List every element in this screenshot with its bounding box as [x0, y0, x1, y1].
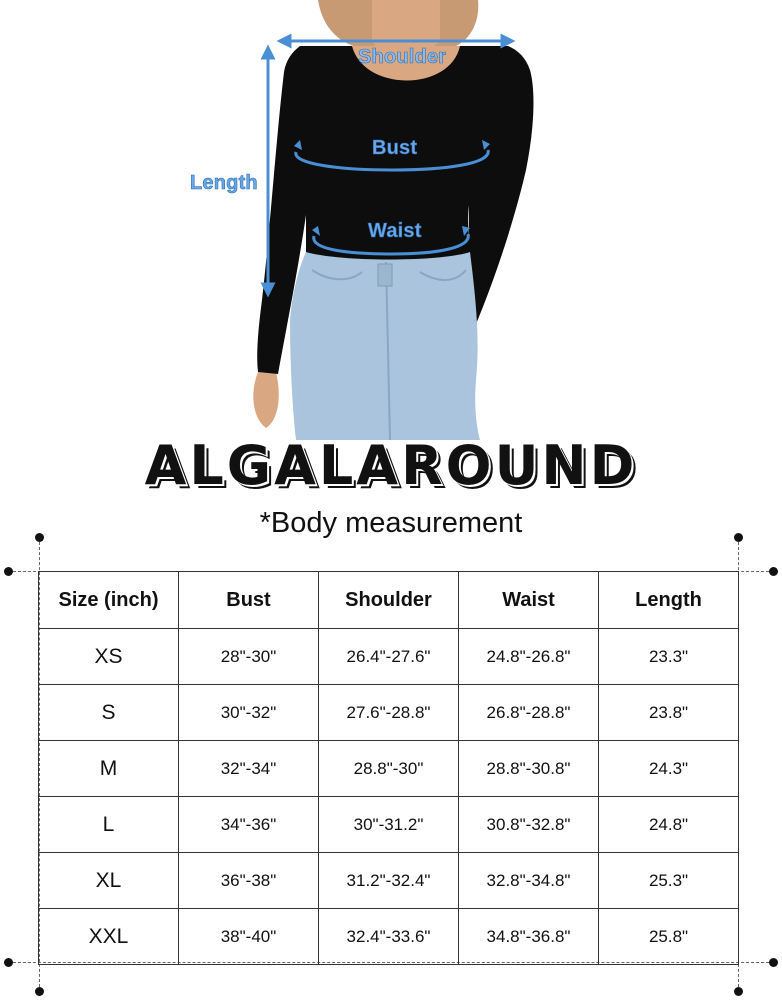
- waist-cell: 26.8"-28.8": [459, 685, 599, 741]
- size-cell: XXL: [39, 909, 179, 965]
- header-shoulder: Shoulder: [319, 572, 459, 629]
- jeans: [290, 252, 480, 440]
- waist-cell: 32.8"-34.8": [459, 853, 599, 909]
- length-cell: 25.3": [599, 853, 739, 909]
- size-cell: XS: [39, 629, 179, 685]
- header-size: Size (inch): [39, 572, 179, 629]
- bust-label: Bust: [372, 137, 418, 159]
- bust-cell: 34"-36": [179, 797, 319, 853]
- table-row: [39, 629, 739, 685]
- bust-cell: 30"-32": [179, 685, 319, 741]
- length-cell: 23.3": [599, 629, 739, 685]
- length-label: Length: [190, 172, 258, 194]
- shoulder-label: Shoulder: [358, 46, 447, 68]
- table-row: [39, 909, 739, 965]
- size-cell: XL: [39, 853, 179, 909]
- shoulder-cell: 26.4"-27.6": [319, 629, 459, 685]
- length-cell: 25.8": [599, 909, 739, 965]
- length-cell: 24.8": [599, 797, 739, 853]
- model-illustration: [0, 0, 782, 440]
- shoulder-cell: 31.2"-32.4": [319, 853, 459, 909]
- waist-cell: 24.8"-26.8": [459, 629, 599, 685]
- waist-cell: 34.8"-36.8": [459, 909, 599, 965]
- table-row: [39, 685, 739, 741]
- table-row: [39, 797, 739, 853]
- shoulder-cell: 32.4"-33.6": [319, 909, 459, 965]
- frame-corner-dot: [769, 958, 778, 967]
- frame-corner-dot: [4, 567, 13, 576]
- length-cell: 24.3": [599, 741, 739, 797]
- length-cell: 23.8": [599, 685, 739, 741]
- frame-corner-dot: [769, 567, 778, 576]
- size-cell: L: [39, 797, 179, 853]
- brand-logo-text: ALGALAROUND: [144, 434, 638, 497]
- size-chart-table: [38, 571, 739, 965]
- bust-cell: 32"-34": [179, 741, 319, 797]
- frame-corner-dot: [4, 958, 13, 967]
- waist-cell: 30.8"-32.8": [459, 797, 599, 853]
- waist-label: Waist: [368, 220, 422, 242]
- header-waist: Waist: [459, 572, 599, 629]
- frame-corner-dot: [35, 533, 44, 542]
- bust-cell: 36"-38": [179, 853, 319, 909]
- bust-cell: 38"-40": [179, 909, 319, 965]
- table-header-row: [39, 572, 739, 629]
- shoulder-cell: 27.6"-28.8": [319, 685, 459, 741]
- shoulder-cell: 30"-31.2": [319, 797, 459, 853]
- table-row: [39, 853, 739, 909]
- size-cell: M: [39, 741, 179, 797]
- frame-corner-dot: [35, 987, 44, 996]
- header-length: Length: [599, 572, 739, 629]
- shoulder-cell: 28.8"-30": [319, 741, 459, 797]
- frame-corner-dot: [734, 533, 743, 542]
- table-row: [39, 741, 739, 797]
- bust-cell: 28"-30": [179, 629, 319, 685]
- header-bust: Bust: [179, 572, 319, 629]
- frame-corner-dot: [734, 987, 743, 996]
- waist-cell: 28.8"-30.8": [459, 741, 599, 797]
- section-subtitle: *Body measurement: [259, 507, 523, 539]
- size-cell: S: [39, 685, 179, 741]
